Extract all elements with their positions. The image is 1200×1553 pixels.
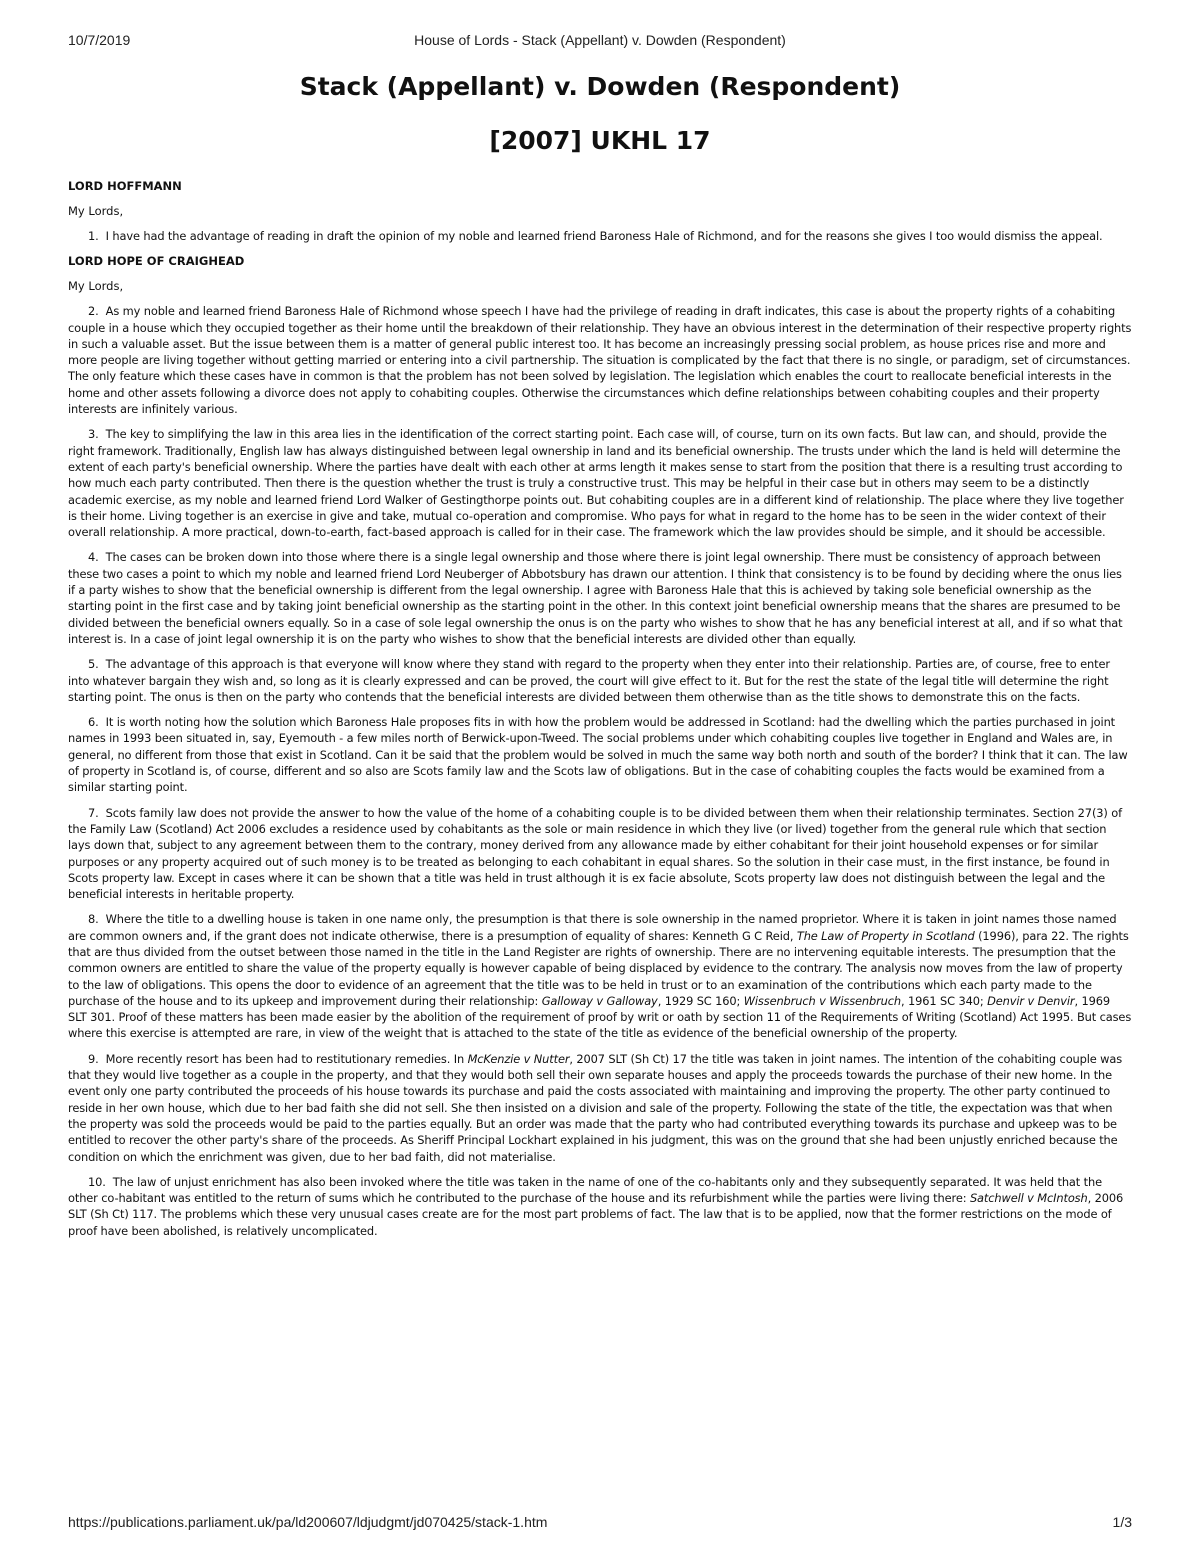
paragraph bbox=[68, 1051, 1132, 1165]
lord-heading: LORD HOFFMANN bbox=[68, 179, 182, 193]
paragraph-number: 10. bbox=[88, 1174, 106, 1189]
paragraph-text: (1996), para 22. The rights that are thus divided from the outset between those named in the title in the Land Register are rights of ownership. There are no intervening equitable interests. The presumption that the common owners are entitled to share the value of the property equally is however capable of being displaced by evidence to the contrary. The analysis now moves from the law of property to the law of obligations. This opens the door to evidence of an agreement that the title was to be held in trust or to an examination of the contributions which each party made to the purchase of the house and to its upkeep and improvement during their relationship: bbox=[68, 928, 1129, 1008]
paragraph-number: 1. bbox=[88, 229, 99, 243]
paragraph-number: 3. bbox=[88, 427, 99, 442]
case-reference: McKenzie v Nutter bbox=[467, 1051, 570, 1066]
print-date: 10/7/2019 bbox=[68, 32, 131, 48]
paragraph bbox=[68, 1174, 1132, 1239]
case-reference: Satchwell v McIntosh bbox=[969, 1191, 1088, 1206]
paragraph-number: 6. bbox=[88, 715, 99, 730]
paragraph bbox=[68, 549, 1132, 647]
paragraph-number: 5. bbox=[88, 657, 99, 672]
paragraph bbox=[68, 656, 1132, 705]
paragraph-number: 2. bbox=[88, 304, 99, 319]
paragraph-text: , 1969 SLT 301. Proof of these matters has been made easier by the abolition of the requirement of proof by writ or oath by section 11 of the Requirements of Writing (Scotland) Act 1995. But cases where this exercise is attempted are rare, in view of the weight that is attached to the state of the title as evidence of the beneficial ownership of the property. bbox=[68, 993, 1132, 1041]
paragraph-text: Scots family law does not provide the answer to how the value of the home of a cohabiting couple is to be divided between them when their relationship terminates. Section 27(3) of the Family Law (Scotland) Act 2006 excludes a residence used by cohabitants as the sole or main residence in which they live (or lived) together from the general rule which that section lays down that, subject to any agreement between them to the contrary, money derived from any allowance made by either cohabitant for their joint household expenses or for similar purposes or any property acquired out of such money is to be treated as belonging to each cohabitant in equal shares. So the solution in their case must, in the first instance, be found in Scots property law. Except in cases where it can be shown that a title was held in trust although it is ex facie absolute, Scots property law does not distinguish between the legal and the beneficial interests in heritable property. bbox=[68, 805, 1122, 902]
case-reference: Galloway v Galloway bbox=[541, 993, 658, 1008]
page-number: 1/3 bbox=[1112, 1514, 1132, 1530]
case-citation: [2007] UKHL 17 bbox=[489, 126, 711, 155]
paragraph-text: As my noble and learned friend Baroness Hale of Richmond whose speech I have had the privilege of reading in draft indicates, this case is about the property rights of a cohabiting couple in a house which they occupied together as their home until the breakdown of their relationship. They have an obvious interest in the determination of their respective property rights in such a valuable asset. But the issue between them is a matter of general public interest too. It has become an increasingly pressing social problem, as house prices rise and more and more people are living together without getting married or entering into a civil partnership. The situation is complicated by the fact that there is no single, or paradigm, set of circumstances. The only feature which these cases have in common is that the problem has not been solved by legislation. The legislation which enables the court to reallocate beneficial interests in the home and other assets following a divorce does not apply to cohabiting couples. Otherwise the circumstances which define relationships between cohabiting couples and their property interests are infinitely various. bbox=[68, 304, 1132, 417]
source-url: https://publications.parliament.uk/pa/ld200607/ldjudgmt/jd070425/stack-1.htm bbox=[68, 1514, 548, 1530]
paragraph bbox=[68, 714, 1132, 795]
paragraph-text: Where the title to a dwelling house is taken in one name only, the presumption is that there is sole ownership in the named proprietor. Where it is taken in joint names those named are common owners and, if the grant does not indicate otherwise, there is a presumption of equality of shares: Kenneth G C Reid, bbox=[68, 912, 1117, 943]
case-reference: Denvir v Denvir bbox=[987, 993, 1075, 1008]
paragraph-text: The advantage of this approach is that everyone will know where they stand with regard to the property when they enter into their relationship. Parties are, of course, free to enter into whatever bargain they wish and, so long as it is clearly expressed and can be proved, the court will give effect to it. But for the rest the state of the legal title will determine the right starting point. The onus is then on the party who contends that the beneficial interests are divided between them otherwise than as the title shows to demonstrate this on the facts. bbox=[68, 657, 1110, 704]
paragraph-text: , 2007 SLT (Sh Ct) 17 the title was taken in joint names. The intention of the cohabiting couple was that they would live together as a couple in the property, and that they would both sell their own separate houses and apply the proceeds towards the purchase of their new home. In the event only one party contributed the proceeds of his house towards its purchase and paid the costs associated with maintaining and improving the property. The other party continued to reside in her own house, which due to her bad faith she did not sell. She then insisted on a division and sale of the property. Following the state of the title, the expectation was that when the property was sold the proceeds would be paid to the parties equally. But an order was made that the party who had contributed everything towards its purchase and upkeep was to be entitled to recover the other party's share of the proceeds. As Sheriff Principal Lockhart explained in his judgment, this was on the ground that she had been unjustly enriched because the condition on which the enrichment was given, due to her bad faith, did not materialise. bbox=[68, 1051, 1123, 1164]
paragraph-number: 8. bbox=[88, 912, 99, 927]
page-header-title: House of Lords - Stack (Appellant) v. Dowden (Respondent) bbox=[414, 32, 786, 48]
paragraph-number: 4. bbox=[88, 550, 99, 565]
paragraph-text: The cases can be broken down into those where there is a single legal ownership and those where there is joint legal ownership. There must be consistency of approach between these two cases a point to which my noble and learned friend Lord Neuberger of Abbotsbury has drawn our attention. I think that consistency is to be found by deciding where the onus lies if a party wishes to show that the beneficial ownership is different from the legal ownership. I agree with Baroness Hale that this is achieved by taking sole beneficial ownership as the starting point in the first case and by taking joint beneficial ownership as the starting point in the other. In this context joint beneficial ownership means that the shares are presumed to be divided between the beneficial owners equally. So in a case of sole legal ownership the onus is on the party who wishes to show that he has any beneficial interest at all, and if so what that interest is. In a case of joint legal ownership it is on the party who wishes to show that the beneficial interests are divided other than equally. bbox=[68, 550, 1123, 646]
paragraph bbox=[68, 303, 1132, 417]
paragraph bbox=[68, 911, 1132, 1041]
paragraph-text: , 2006 SLT (Sh Ct) 117. The problems which these very unusual cases create are for the most part problems of fact. The law that is to be applied, now that the former restrictions on the mode of proof have been abolished, is relatively uncomplicated. bbox=[68, 1191, 1124, 1238]
page-header bbox=[68, 32, 1132, 52]
paragraph-number: 7. bbox=[88, 805, 99, 820]
document-body bbox=[68, 66, 1132, 1239]
lord-heading: LORD HOPE OF CRAIGHEAD bbox=[68, 254, 245, 269]
document-title: Stack (Appellant) v. Dowden (Respondent) bbox=[299, 72, 901, 101]
paragraph-number: 9. bbox=[88, 1051, 99, 1066]
paragraph bbox=[68, 805, 1132, 903]
paragraph-text: More recently resort has been had to restitutionary remedies. In bbox=[105, 1051, 468, 1066]
greeting: My Lords, bbox=[68, 204, 124, 218]
paragraph-text: , 1961 SC 340; bbox=[901, 993, 988, 1008]
paragraph-text: It is worth noting how the solution which Baroness Hale proposes fits in with how the problem would be addressed in Scotland: had the dwelling which the parties purchased in joint names in 1993 been situated in, say, Eyemouth - a few miles north of Berwick-upon-Tweed. The social problems under which cohabiting couples live together in England and Wales are, in general, no different from those that exist in Scotland. Can it be said that the problem would be solved in much the same way both north and south of the border? I think that it can. The law of property in Scotland is, of course, different and so also are Scots family law and the Scots law of obligations. But in the case of cohabiting couples the facts would be examined from a similar starting point. bbox=[68, 715, 1128, 795]
case-reference: Wissenbruch v Wissenbruch bbox=[743, 993, 902, 1008]
paragraph bbox=[68, 228, 1132, 244]
paragraph bbox=[68, 426, 1132, 540]
greeting: My Lords, bbox=[68, 279, 124, 294]
paragraph-text: The law of unjust enrichment has also been invoked where the title was taken in the name of one of the co-habitants only and they subsequently separated. It was held that the other co-habitant was entitled to the return of sums which he contributed to the purchase of the house and its refurbishment while the parties were living there: bbox=[68, 1174, 1102, 1206]
paragraph-text: , 1929 SC 160; bbox=[657, 993, 744, 1008]
page-footer bbox=[68, 1514, 1132, 1534]
paragraph-text: The key to simplifying the law in this area lies in the identification of the correct starting point. Each case will, of course, turn on its own facts. But law can, and should, provide the right framework. Traditionally, English law has always distinguished between legal ownership in land and its beneficial ownership. The trusts under which the land is held will determine the extent of each party's beneficial ownership. Where the parties have dealt with each other at arms length it makes sense to start from the position that there is a resulting trust according to how much each party contributed. Then there is the question whether the trust is truly a constructive trust. This may be helpful in their case but in others may seem to be a distinctly academic exercise, as my noble and learned friend Lord Walker of Gestingthorpe points out. But cohabiting couples are in a different kind of relationship. The place where they live together is their home. Living together is an exercise in give and take, mutual co-operation and compromise. Who pays for what in regard to the home has to be seen in the wider context of their overall relationship. A more practical, down-to-earth, fact-based approach is called for in their case. The framework which the law provides should be simple, and it should be accessible. bbox=[68, 427, 1124, 540]
case-reference: The Law of Property in Scotland bbox=[796, 928, 975, 943]
paragraph-text: I have had the advantage of reading in draft the opinion of my noble and learned friend Baroness Hale of Richmond, and for the reasons she gives I too would dismiss the appeal. bbox=[105, 229, 1103, 243]
